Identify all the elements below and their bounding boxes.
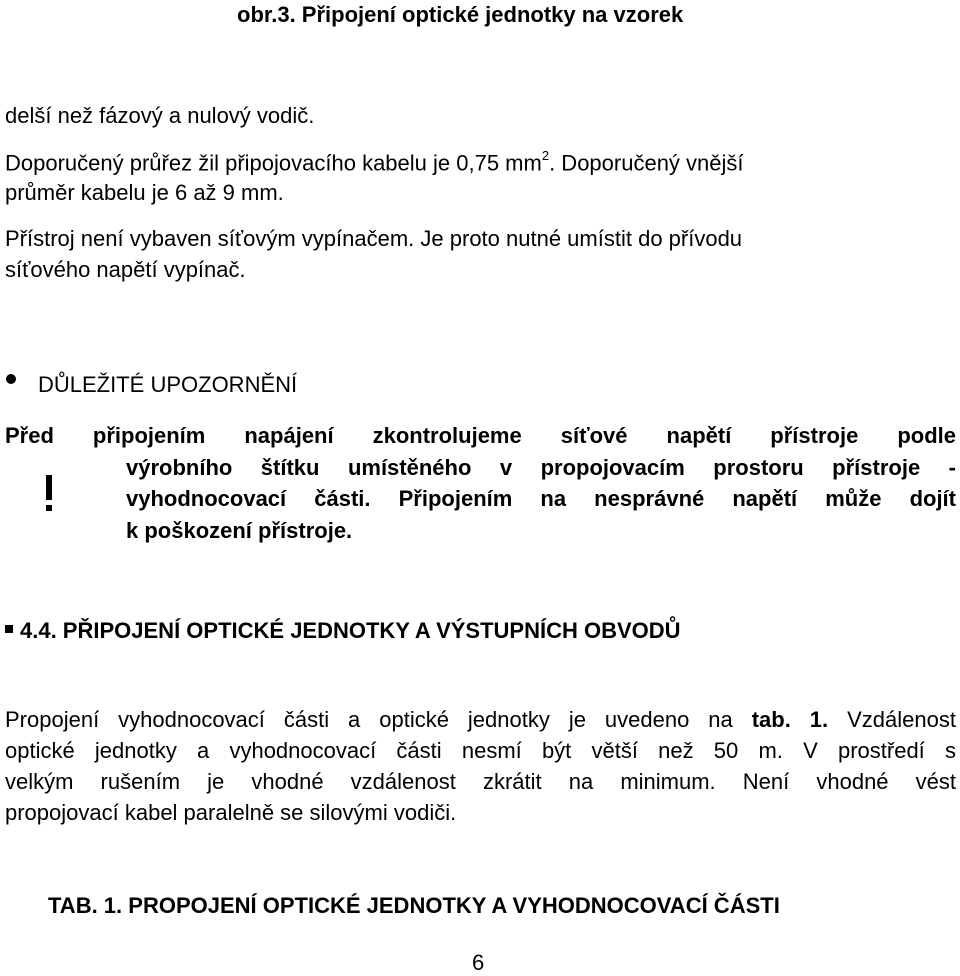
page-number: 6: [472, 950, 485, 975]
warning-heading: DŮLEŽITÉ UPOZORNĚNÍ: [38, 372, 298, 397]
superscript: 2: [541, 148, 550, 163]
paragraph-line-1: [5, 707, 956, 733]
warning-line-2: výrobního štítku umístěného v propojovacím prostoru přístroje -: [126, 455, 956, 480]
warning-line-4: k poškození přístroje.: [126, 518, 353, 543]
table-reference: tab. 1.: [751, 707, 829, 732]
warning-line-1: Před připojením napájení zkontrolujeme síťové napětí přístroje podle: [5, 423, 956, 448]
paragraph-line-1-text: Propojení vyhodnocovací části a optické jednotky je uvedeno na: [5, 707, 733, 732]
paragraph-line-3: velkým rušením je vhodné vzdálenost zkrátit na minimum. Není vhodné vést: [5, 769, 956, 794]
intro-line-2: [5, 150, 744, 176]
figure-caption: obr.3. Připojení optické jednotky na vzorek: [237, 2, 684, 27]
exclamation-triangle-icon: [14, 453, 84, 523]
table-title: TAB. 1. PROPOJENÍ OPTICKÉ JEDNOTKY A VYHODNOCOVACÍ ČÁSTI: [48, 893, 780, 918]
intro-line-3: průměr kabelu je 6 až 9 mm.: [5, 180, 284, 205]
intro-line-1: delší než fázový a nulový vodič.: [5, 103, 315, 128]
section-title: 4.4. PŘIPOJENÍ OPTICKÉ JEDNOTKY A VÝSTUPNÍCH OBVODŮ: [20, 618, 681, 643]
intro-line-2-text: Doporučený průřez žil připojovacího kabelu je 0,75 mm: [5, 150, 542, 176]
intro-line-4: Přístroj není vybaven síťovým vypínačem. Je proto nutné umístit do přívodu: [5, 226, 743, 251]
paragraph-line-4: propojovací kabel paralelně se silovými vodiči.: [5, 800, 457, 825]
intro-line-2-tail: . Doporučený vnější: [549, 150, 744, 176]
bullet-icon: [5, 373, 17, 385]
section-bullet-icon: [5, 625, 13, 633]
paragraph-line-2: optické jednotky a vyhodnocovací části nesmí být větší než 50 m. V prostředí s: [5, 738, 956, 763]
intro-line-5: síťového napětí vypínač.: [5, 257, 246, 282]
warning-line-3: vyhodnocovací části. Připojením na nesprávné napětí může dojít: [126, 486, 956, 511]
paragraph-line-1-tail: Vzdálenost: [847, 707, 956, 732]
